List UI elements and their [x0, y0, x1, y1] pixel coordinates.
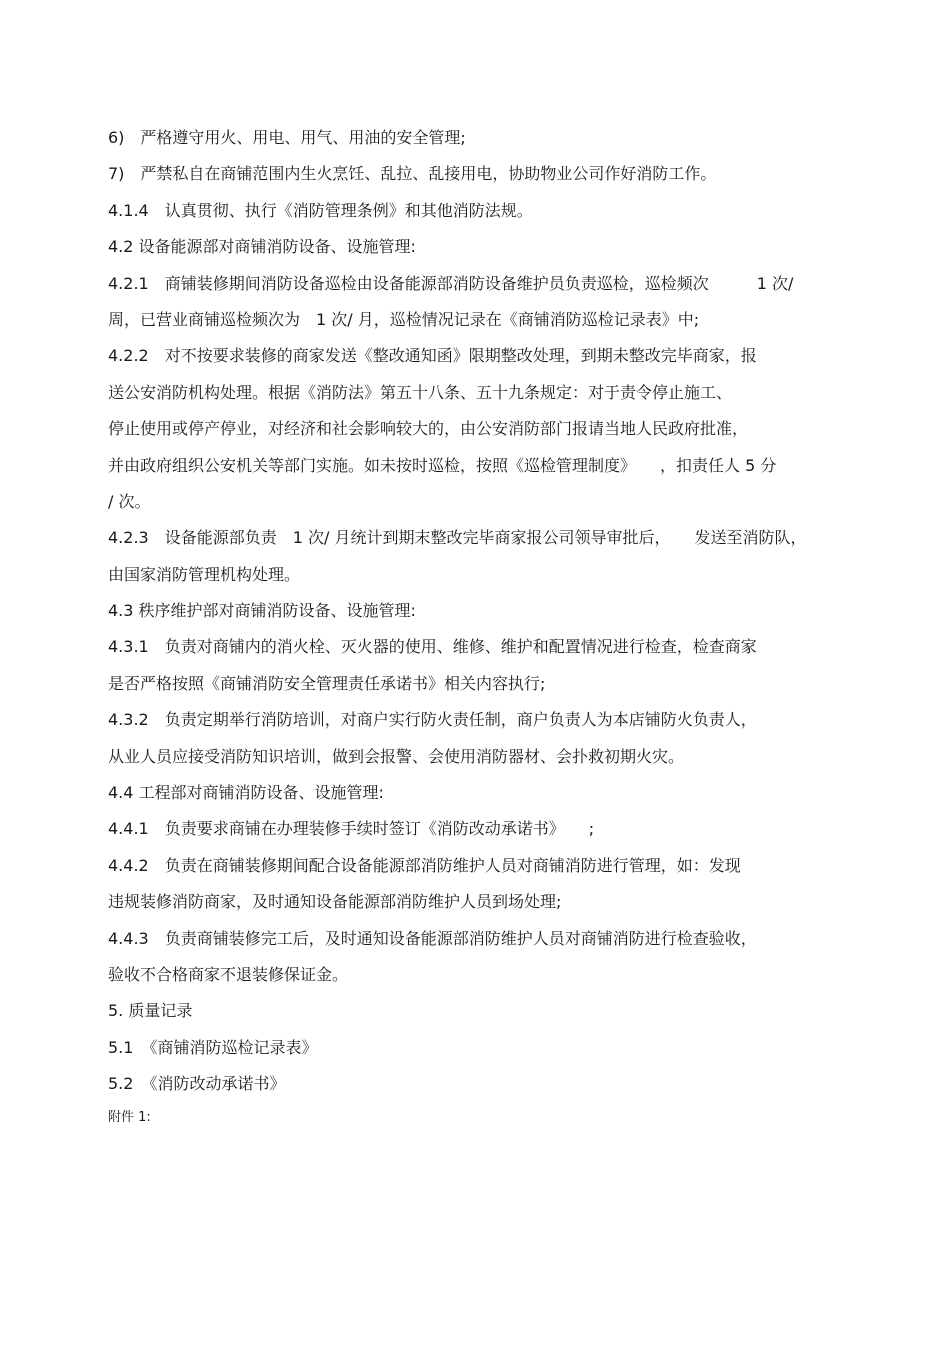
section-heading-5: 5. 质量记录 — [108, 1001, 193, 1021]
text-line-17: 4.3.2 负责定期举行消防培训，对商户实行防火责任制，商户负责人为本店铺防火负责人， — [108, 710, 757, 730]
text-line-10: 并由政府组织公安机关等部门实施。如未按时巡检，按照《巡检管理制度》 ，扣责任人 5 分 — [108, 455, 777, 475]
document-body — [108, 120, 868, 1133]
text-line-6: 周，已营业商铺巡检频次为 1 次/ 月，巡检情况记录在《商铺消防巡检记录表》中; — [108, 309, 700, 329]
text-line-16: 是否严格按照《商铺消防安全管理责任承诺书》相关内容执行; — [108, 673, 546, 693]
text-line-3: 4.1.4 认真贯彻、执行《消防管理条例》和其他消防法规。 — [108, 200, 533, 220]
quality-record-5-2: 5.2 《消防改动承诺书》 — [108, 1074, 286, 1094]
text-line-15: 4.3.1 负责对商铺内的消火栓、灭火器的使用、维修、维护和配置情况进行检查，检查商家 — [108, 637, 757, 657]
section-heading-4-2: 4.2 设备能源部对商铺消防设备、设施管理: — [108, 237, 416, 257]
text-line-7: 4.2.2 对不按要求装修的商家发送《整改通知函》限期整改处理，到期未整改完毕商家，报 — [108, 346, 757, 366]
text-line-13: 由国家消防管理机构处理。 — [108, 564, 301, 584]
attachment-label: 附件 1: — [108, 1109, 151, 1125]
text-line-2: 7) 严禁私自在商铺范围内生火烹饪、乱拉、乱接用电，协助物业公司作好消防工作。 — [108, 164, 717, 184]
text-line-8: 送公安消防机构处理。根据《消防法》第五十八条、五十九条规定：对于责令停止施工、 — [108, 382, 733, 402]
text-line-20: 4.4.1 负责要求商铺在办理装修手续时签订《消防改动承诺书》 ; — [108, 819, 595, 839]
quality-record-5-1: 5.1 《商铺消防巡检记录表》 — [108, 1037, 318, 1057]
section-heading-4-3: 4.3 秩序维护部对商铺消防设备、设施管理: — [108, 601, 416, 621]
text-line-18: 从业人员应接受消防知识培训，做到会报警、会使用消防器材、会扑救初期火灾。 — [108, 746, 685, 766]
section-heading-4-4: 4.4 工程部对商铺消防设备、设施管理: — [108, 783, 384, 803]
text-line-22: 违规装修消防商家，及时通知设备能源部消防维护人员到场处理; — [108, 892, 562, 912]
text-line-23: 4.4.3 负责商铺装修完工后，及时通知设备能源部消防维护人员对商铺消防进行检查验收， — [108, 928, 757, 948]
text-line-24: 验收不合格商家不退装修保证金。 — [108, 964, 349, 984]
text-line-1: 6) 严格遵守用火、用电、用气、用油的安全管理; — [108, 128, 466, 147]
text-line-21: 4.4.2 负责在商铺装修期间配合设备能源部消防维护人员对商铺消防进行管理，如：发现 — [108, 855, 741, 875]
text-line-12: 4.2.3 设备能源部负责 1 次/ 月统计到期末整改完毕商家报公司领导审批后， 发送至消防队， — [108, 528, 807, 548]
text-line-11: / 次。 — [108, 491, 151, 511]
text-line-9: 停止使用或停产停业，对经济和社会影响较大的，由公安消防部门报请当地人民政府批准， — [108, 419, 749, 439]
text-line-5: 4.2.1 商铺装修期间消防设备巡检由设备能源部消防设备维护员负责巡检，巡检频次 1 次/ — [108, 273, 794, 293]
